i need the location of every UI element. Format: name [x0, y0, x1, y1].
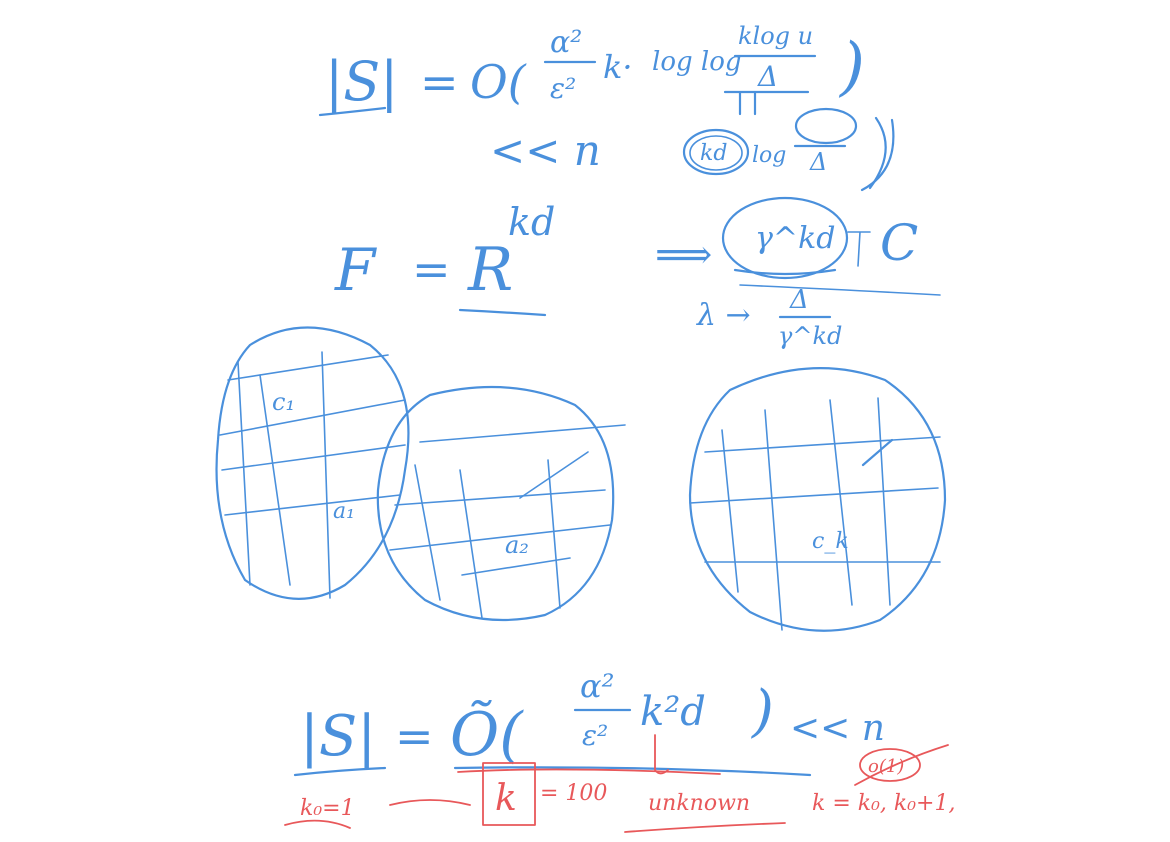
grid-1-v3: [322, 352, 330, 598]
lambda-num: Δ: [790, 285, 809, 315]
grid-2-h2: [395, 490, 605, 505]
grid-2-label: a₂: [505, 531, 529, 559]
eq3-equals: =: [395, 709, 434, 763]
grid-3-v1: [722, 430, 738, 592]
grid-1-h2: [220, 400, 405, 435]
grid-1-v1: [238, 362, 250, 585]
red-o1: o(1): [868, 756, 905, 777]
red-annotations: [285, 735, 955, 832]
eq3-term: k²d: [640, 689, 706, 735]
eq2-equals: =: [412, 242, 451, 296]
grid-1-h1: [228, 355, 388, 380]
grid-ball-3: [690, 368, 945, 631]
eq2-F: F: [335, 236, 376, 304]
implies-arrow: ⟹: [655, 232, 713, 278]
eq1-loglog: log log: [652, 47, 742, 77]
eq1-bracket: [725, 92, 808, 114]
eq2-R: R: [468, 235, 514, 305]
grid-ball-1: [217, 328, 409, 599]
grid-1-label-a: a₁: [333, 499, 355, 524]
eq1-lhs: |S|: [325, 50, 399, 113]
grid-1-h3: [222, 445, 405, 470]
grid-1-label-c: c₁: [272, 388, 296, 416]
eq1-klogu: klog u: [738, 22, 814, 50]
long-underline: [740, 285, 940, 295]
hook-line: [862, 120, 893, 190]
eq2-exp: kd: [508, 200, 556, 244]
equation-size-bound: [320, 22, 865, 115]
eq3-eps-sq: ε²: [582, 719, 609, 752]
grid-3-v3: [830, 400, 852, 605]
red-k-seq: k = k₀, k₀+1,: [812, 791, 956, 816]
grid-2-h4: [462, 558, 570, 575]
red-k-value: = 100: [540, 781, 608, 806]
grid-3-h1: [705, 437, 940, 452]
eq1-close-paren: ): [840, 30, 865, 104]
equation-refined-bound: [295, 667, 885, 775]
eq3-big-o: Õ(: [450, 700, 523, 770]
eq1-alpha-sq: α²: [550, 25, 583, 60]
red-unknown: unknown: [648, 791, 751, 816]
ball-1-outline: [217, 328, 409, 599]
red-unknown-underline: [625, 823, 785, 832]
grid-3-v4: [878, 398, 890, 605]
eq1-equals: =: [420, 55, 459, 109]
cover-C: C: [880, 214, 919, 272]
grid-2-v1: [415, 465, 440, 600]
grid-ball-2: [378, 387, 625, 620]
eq3-lhs: |S|: [300, 704, 377, 769]
gamma-kd: γ^kd: [755, 221, 836, 256]
red-k0: k₀=1: [300, 796, 355, 821]
eq1-big-o: O(: [470, 55, 526, 109]
eq1-delta: Δ: [758, 60, 779, 93]
kd-text: kd: [700, 141, 728, 166]
eq1-k: k·: [603, 48, 633, 86]
lambda-note: [696, 285, 842, 350]
eq3-underline: [295, 768, 385, 775]
lambda-den: γ^kd: [778, 322, 843, 350]
grid-2-v2: [460, 470, 482, 618]
eq3-alpha-sq: α²: [580, 667, 615, 705]
pen-cursor: [863, 440, 892, 465]
eq3-tail: << n: [790, 708, 885, 749]
much-less-n: << n: [490, 126, 601, 175]
grid-3-label: c_k: [812, 529, 849, 554]
lambda-arrow: λ →: [697, 298, 751, 333]
grid-2-v3: [548, 460, 560, 608]
eq1-eps-sq: ε²: [550, 72, 577, 105]
log-text: log: [752, 143, 787, 168]
grid-3-v2: [765, 410, 782, 630]
equation-function-class: [334, 120, 940, 315]
numerator-bubble: [796, 109, 856, 143]
C-bracket: [848, 232, 870, 266]
grid-2-diagonal: [520, 452, 588, 498]
red-k-boxed: k: [495, 778, 517, 819]
note-delta: Δ: [810, 148, 828, 176]
eq3-close-paren: ): [752, 679, 774, 744]
grid-1-h4: [225, 495, 400, 515]
grid-2-h1: [420, 425, 625, 442]
grid-2-h3: [390, 525, 610, 550]
equation-kd-note: [490, 109, 886, 188]
eq2-underline: [460, 310, 545, 315]
